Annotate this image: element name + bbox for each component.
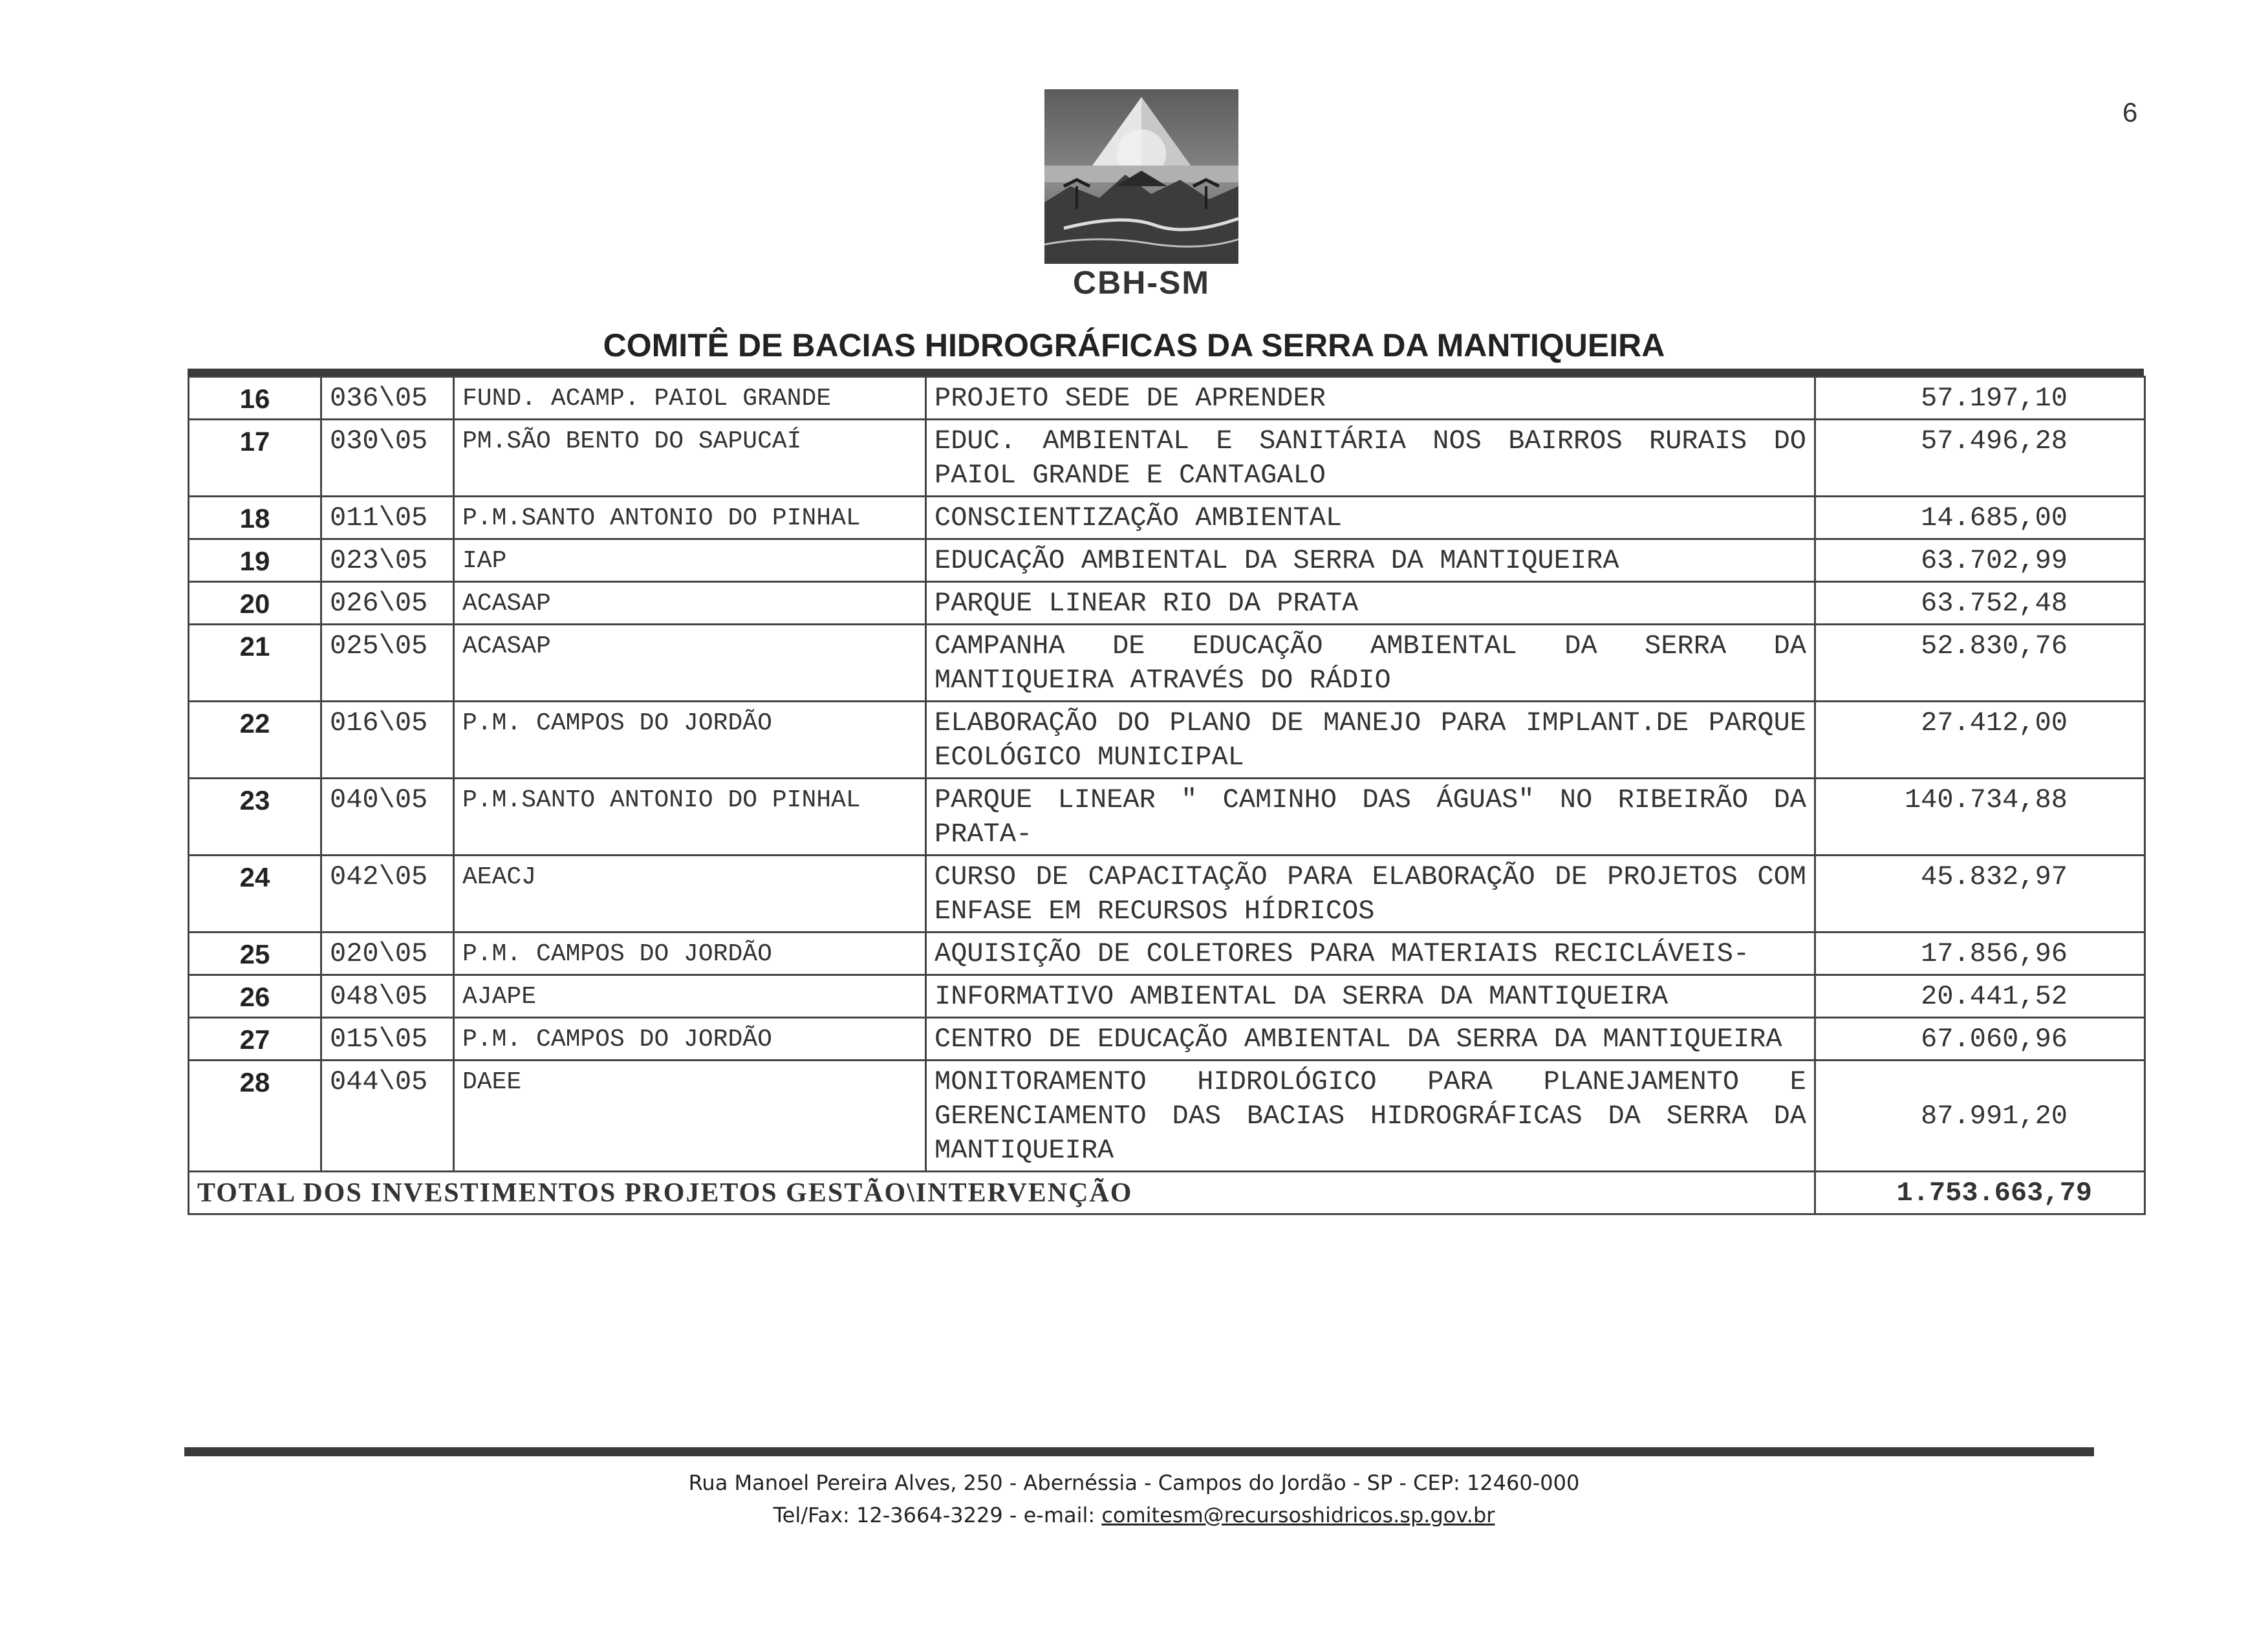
project-description: ELABORAÇÃO DO PLANO DE MANEJO PARA IMPLANT.DE PARQUE ECOLÓGICO MUNICIPAL [926, 702, 1815, 779]
project-description: CURSO DE CAPACITAÇÃO PARA ELABORAÇÃO DE PROJETOS COM ENFASE EM RECURSOS HÍDRICOS [926, 856, 1815, 932]
project-description: EDUCAÇÃO AMBIENTAL DA SERRA DA MANTIQUEIRA [926, 539, 1815, 582]
row-number: 17 [189, 420, 321, 497]
project-value: 14.685,00 [1815, 497, 2145, 539]
row-number: 22 [189, 702, 321, 779]
mountain-landscape-emblem [1044, 89, 1238, 264]
entity-name: AJAPE [454, 975, 926, 1018]
row-number: 24 [189, 856, 321, 932]
process-code: 015\05 [321, 1018, 454, 1061]
total-value: 1.753.663,79 [1815, 1172, 2145, 1214]
process-code: 023\05 [321, 539, 454, 582]
entity-name: PM.SÃO BENTO DO SAPUCAÍ [454, 420, 926, 497]
table-row [189, 702, 2145, 779]
project-description: PARQUE LINEAR " CAMINHO DAS ÁGUAS" NO RIBEIRÃO DA PRATA- [926, 779, 1815, 856]
entity-name: P.M. CAMPOS DO JORDÃO [454, 1018, 926, 1061]
row-number: 26 [189, 975, 321, 1018]
total-row [189, 1172, 2145, 1214]
process-code: 048\05 [321, 975, 454, 1018]
project-value: 67.060,96 [1815, 1018, 2145, 1061]
project-description: CONSCIENTIZAÇÃO AMBIENTAL [926, 497, 1815, 539]
row-number: 28 [189, 1061, 321, 1172]
footer-email-link[interactable]: comitesm@recursoshidricos.sp.gov.br [1101, 1503, 1495, 1527]
project-description: CENTRO DE EDUCAÇÃO AMBIENTAL DA SERRA DA MANTIQUEIRA [926, 1018, 1815, 1061]
footer-contact [0, 1499, 2268, 1531]
table-row [189, 975, 2145, 1018]
table-row [189, 779, 2145, 856]
entity-name: ACASAP [454, 582, 926, 625]
project-description: PROJETO SEDE DE APRENDER [926, 377, 1815, 420]
process-code: 036\05 [321, 377, 454, 420]
process-code: 042\05 [321, 856, 454, 932]
project-description: CAMPANHA DE EDUCAÇÃO AMBIENTAL DA SERRA DA MANTIQUEIRA ATRAVÉS DO RÁDIO [926, 625, 1815, 702]
table-row [189, 497, 2145, 539]
project-description: EDUC. AMBIENTAL E SANITÁRIA NOS BAIRROS RURAIS DO PAIOL GRANDE E CANTAGALO [926, 420, 1815, 497]
project-value: 17.856,96 [1815, 932, 2145, 975]
table-row [189, 625, 2145, 702]
project-description: AQUISIÇÃO DE COLETORES PARA MATERIAIS RECICLÁVEIS- [926, 932, 1815, 975]
row-number: 16 [189, 377, 321, 420]
process-code: 040\05 [321, 779, 454, 856]
committee-title: COMITÊ DE BACIAS HIDROGRÁFICAS DA SERRA DA MANTIQUEIRA [603, 327, 1665, 363]
entity-name: P.M. CAMPOS DO JORDÃO [454, 932, 926, 975]
process-code: 020\05 [321, 932, 454, 975]
entity-name: AEACJ [454, 856, 926, 932]
entity-name: P.M.SANTO ANTONIO DO PINHAL [454, 497, 926, 539]
project-value: 63.752,48 [1815, 582, 2145, 625]
entity-name: DAEE [454, 1061, 926, 1172]
project-value: 52.830,76 [1815, 625, 2145, 702]
entity-name: P.M. CAMPOS DO JORDÃO [454, 702, 926, 779]
project-description: PARQUE LINEAR RIO DA PRATA [926, 582, 1815, 625]
row-number: 20 [189, 582, 321, 625]
project-value: 27.412,00 [1815, 702, 2145, 779]
process-code: 026\05 [321, 582, 454, 625]
row-number: 21 [189, 625, 321, 702]
footer-address: Rua Manoel Pereira Alves, 250 - Abernéssia - Campos do Jordão - SP - CEP: 12460-000 [688, 1471, 1580, 1495]
process-code: 025\05 [321, 625, 454, 702]
footer-divider [184, 1447, 2094, 1456]
table-row [189, 582, 2145, 625]
footer-phone: Tel/Fax: 12-3664-3229 - e-mail: [773, 1503, 1102, 1527]
footer [0, 1467, 2268, 1531]
row-number: 27 [189, 1018, 321, 1061]
table-row [189, 1061, 2145, 1172]
project-value: 57.496,28 [1815, 420, 2145, 497]
project-value: 140.734,88 [1815, 779, 2145, 856]
row-number: 18 [189, 497, 321, 539]
process-code: 044\05 [321, 1061, 454, 1172]
page-number: 6 [2122, 97, 2138, 127]
project-value: 87.991,20 [1815, 1061, 2145, 1172]
project-description: INFORMATIVO AMBIENTAL DA SERRA DA MANTIQUEIRA [926, 975, 1815, 1018]
header-divider [188, 369, 2144, 376]
entity-name: ACASAP [454, 625, 926, 702]
total-label: TOTAL DOS INVESTIMENTOS PROJETOS GESTÃO\INTERVENÇÃO [189, 1172, 1815, 1214]
entity-name: FUND. ACAMP. PAIOL GRANDE [454, 377, 926, 420]
project-value: 45.832,97 [1815, 856, 2145, 932]
table-row [189, 1018, 2145, 1061]
committee-logo [1044, 89, 1238, 301]
entity-name: IAP [454, 539, 926, 582]
process-code: 016\05 [321, 702, 454, 779]
process-code: 030\05 [321, 420, 454, 497]
table-row [189, 377, 2145, 420]
table-row [189, 420, 2145, 497]
entity-name: P.M.SANTO ANTONIO DO PINHAL [454, 779, 926, 856]
row-number: 19 [189, 539, 321, 582]
table-row [189, 932, 2145, 975]
investments-table [188, 376, 2146, 1215]
project-value: 63.702,99 [1815, 539, 2145, 582]
project-value: 57.197,10 [1815, 377, 2145, 420]
table-row [189, 539, 2145, 582]
row-number: 25 [189, 932, 321, 975]
process-code: 011\05 [321, 497, 454, 539]
logo-label: CBH-SM [1073, 264, 1210, 301]
table-row [189, 856, 2145, 932]
row-number: 23 [189, 779, 321, 856]
project-value: 20.441,52 [1815, 975, 2145, 1018]
project-description: MONITORAMENTO HIDROLÓGICO PARA PLANEJAMENTO E GERENCIAMENTO DAS BACIAS HIDROGRÁFICAS DA SERRA DA MANTIQUEIRA [926, 1061, 1815, 1172]
